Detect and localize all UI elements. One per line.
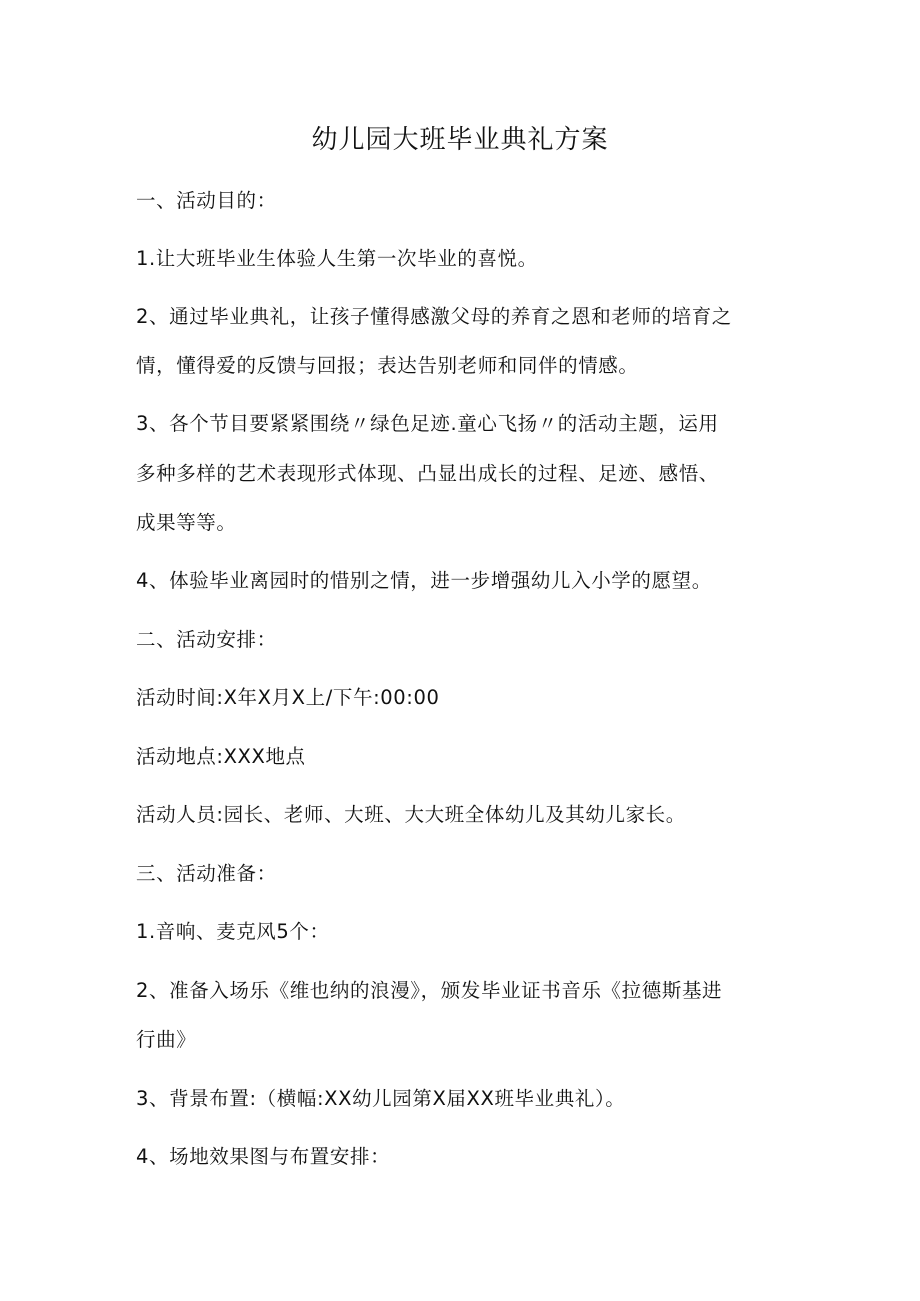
purpose-item-4: 4、体验毕业离园时的惜别之情，进一步增强幼儿入小学的愿望。 (136, 569, 712, 592)
section-heading-purpose: 一、活动目的： (136, 189, 277, 212)
purpose-item-2-line-2: 情，懂得爱的反馈与回报；表达告别老师和同伴的情感。 (136, 354, 639, 377)
section-heading-arrangement: 二、活动安排： (136, 628, 277, 651)
section-heading-preparation: 三、活动准备： (136, 862, 277, 885)
activity-participants: 活动人员:园长、老师、大班、大大班全体幼儿及其幼儿家长。 (136, 803, 686, 826)
preparation-item-1: 1.音响、麦克风5个： (136, 920, 330, 943)
purpose-item-3-line-1: 3、各个节目要紧紧围绕〃绿色足迹.童心飞扬〃的活动主题，运用 (136, 412, 719, 435)
preparation-item-2-line-1: 2、准备入场乐《维也纳的浪漫》，颁发毕业证书音乐《拉德斯基进 (136, 979, 723, 1002)
preparation-item-3: 3、背景布置:（横幅:XX幼儿园第X届XX班毕业典礼）。 (136, 1087, 626, 1110)
purpose-item-1: 1.让大班毕业生体验人生第一次毕业的喜悦。 (136, 247, 538, 270)
purpose-item-3-line-3: 成果等等。 (136, 511, 237, 534)
document-title: 幼儿园大班毕业典礼方案 (311, 125, 609, 155)
activity-location: 活动地点:XXX地点 (136, 745, 306, 768)
preparation-item-4: 4、场地效果图与布置安排： (136, 1145, 391, 1168)
purpose-item-2-line-1: 2、通过毕业典礼，让孩子懂得感激父母的养育之恩和老师的培育之 (136, 305, 732, 328)
preparation-item-2-line-2: 行曲》 (136, 1028, 197, 1051)
purpose-item-3-line-2: 多种多样的艺术表现形式体现、凸显出成长的过程、足迹、感悟、 (136, 462, 719, 485)
activity-time: 活动时间:X年X月X上/下午:00:00 (136, 686, 440, 709)
